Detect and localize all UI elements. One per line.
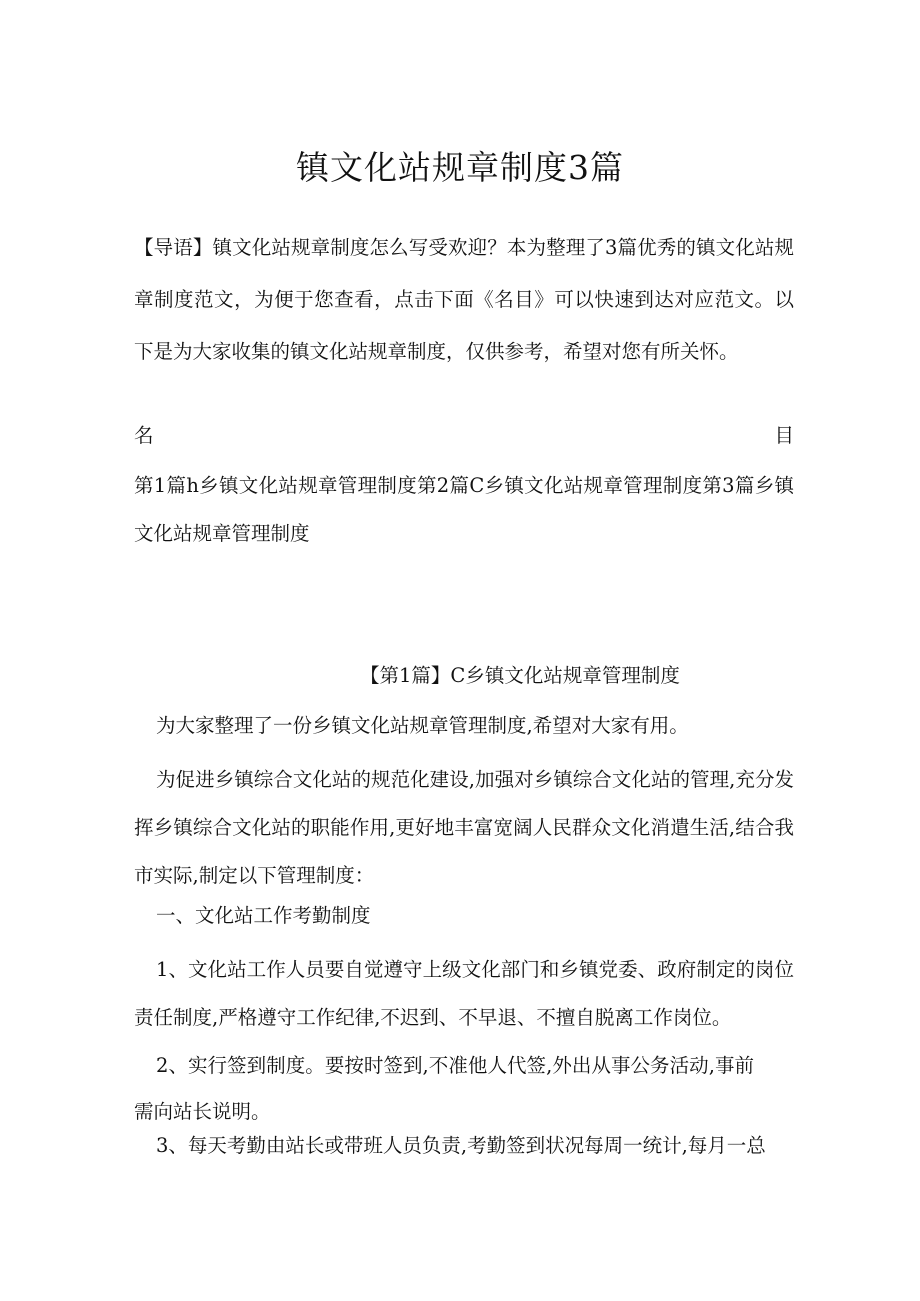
subsection-heading: 一、文化站工作考勤制度	[156, 904, 371, 927]
document-title: 镇文化站规章制度3篇	[296, 148, 624, 187]
body-paragraph: 3、每天考勤由站长或带班人员负责,考勤签到状况每周一统计,每月一总	[156, 1134, 766, 1157]
body-paragraph: 为促进乡镇综合文化站的规范化建设,加强对乡镇综合文化站的管理,充分发挥乡镇综合文化站的职能作用,更好地丰富宽阔人民群众文化消遣生活,结合我市实际,制定以下管理制度：	[134, 768, 794, 887]
body-paragraph: 1、文化站工作人员要自觉遵守上级文化部门和乡镇党委、政府制定的岗位责任制度,严格遵守工作纪律,不迟到、不早退、不擅自脱离工作岗位。	[134, 958, 794, 1029]
body-paragraph: 为大家整理了一份乡镇文化站规章管理制度,希望对大家有用。	[156, 714, 689, 737]
toc-heading-left: 名	[134, 424, 154, 447]
body-paragraph: 2、实行签到制度。要按时签到,不准他人代签,外出从事公务活动,事前需向站长说明。	[134, 1054, 754, 1123]
toc-entries[interactable]: 第1篇h乡镇文化站规章管理制度第2篇C乡镇文化站规章管理制度第3篇乡镇文化站规章管理制度	[134, 474, 794, 545]
intro-paragraph: 【导语】镇文化站规章制度怎么写受欢迎？本为整理了3篇优秀的镇文化站规章制度范文，为便于您查看，点击下面《名目》可以快速到达对应范文。以下是为大家收集的镇文化站规章制度，仅供参考，希望对您有所关怀。	[134, 236, 794, 363]
toc-heading-right: 目	[774, 424, 794, 447]
section-title: 【第1篇】C乡镇文化站规章管理制度	[360, 664, 680, 687]
